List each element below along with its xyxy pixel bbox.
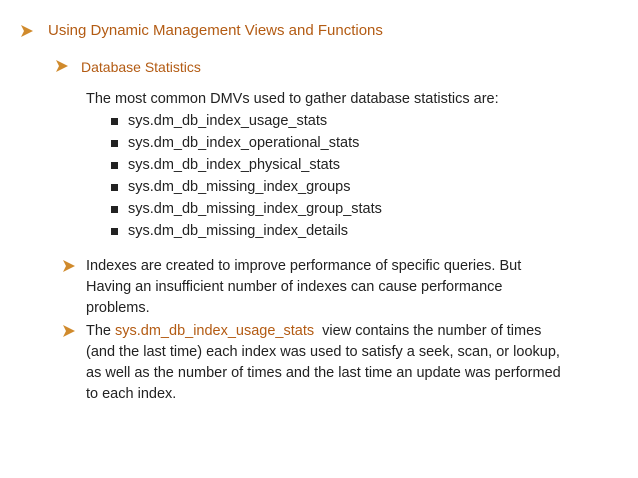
list-item [111, 110, 382, 132]
square-bullet-icon [111, 206, 118, 213]
section-heading: Database Statistics [81, 59, 201, 75]
paragraph-line: problems. [86, 300, 150, 316]
dmv-name: sys.dm_db_index_physical_stats [128, 157, 340, 173]
dmv-list [111, 110, 382, 242]
title-row [20, 21, 383, 41]
paragraph-line: as well as the number of times and the last time an update was performed [86, 365, 561, 381]
usage-stats-paragraph-text [86, 321, 626, 405]
page-title: Using Dynamic Management Views and Functions [48, 22, 383, 39]
paragraph-line: to each index. [86, 386, 177, 402]
dmv-name: sys.dm_db_index_operational_stats [128, 135, 360, 151]
dmv-name: sys.dm_db_missing_index_details [128, 223, 349, 239]
list-item [111, 198, 382, 220]
list-item [111, 154, 382, 176]
usage-stats-paragraph [62, 321, 626, 405]
list-item [111, 220, 382, 242]
paragraph-line [86, 321, 626, 342]
section-heading-row [55, 57, 201, 77]
arrow-bullet-icon [62, 324, 76, 338]
usage-line1-rest: view contains the number of times [314, 323, 542, 339]
usage-prefix: The [86, 323, 116, 339]
square-bullet-icon [111, 118, 118, 125]
dmv-name: sys.dm_db_missing_index_groups [128, 179, 351, 195]
paragraph-line: (and the last time) each index was used to satisfy a seek, scan, or lookup, [86, 344, 560, 360]
arrow-bullet-icon [62, 259, 76, 273]
square-bullet-icon [111, 184, 118, 191]
dmv-name: sys.dm_db_index_usage_stats [128, 113, 328, 129]
indexes-paragraph-text [86, 256, 626, 319]
square-bullet-icon [111, 162, 118, 169]
square-bullet-icon [111, 228, 118, 235]
paragraph-line: Having an insufficient number of indexes can cause performance [86, 279, 503, 295]
arrow-bullet-icon [55, 59, 69, 73]
list-item [111, 132, 382, 154]
dmv-name: sys.dm_db_missing_index_group_stats [128, 201, 382, 217]
dmv-highlight: sys.dm_db_index_usage_stats [115, 323, 315, 339]
intro-text: The most common DMVs used to gather database statistics are: [86, 91, 499, 107]
list-item [111, 176, 382, 198]
indexes-paragraph [62, 256, 626, 319]
arrow-bullet-icon [20, 24, 34, 38]
square-bullet-icon [111, 140, 118, 147]
paragraph-line: Indexes are created to improve performance of specific queries. But [86, 258, 522, 274]
